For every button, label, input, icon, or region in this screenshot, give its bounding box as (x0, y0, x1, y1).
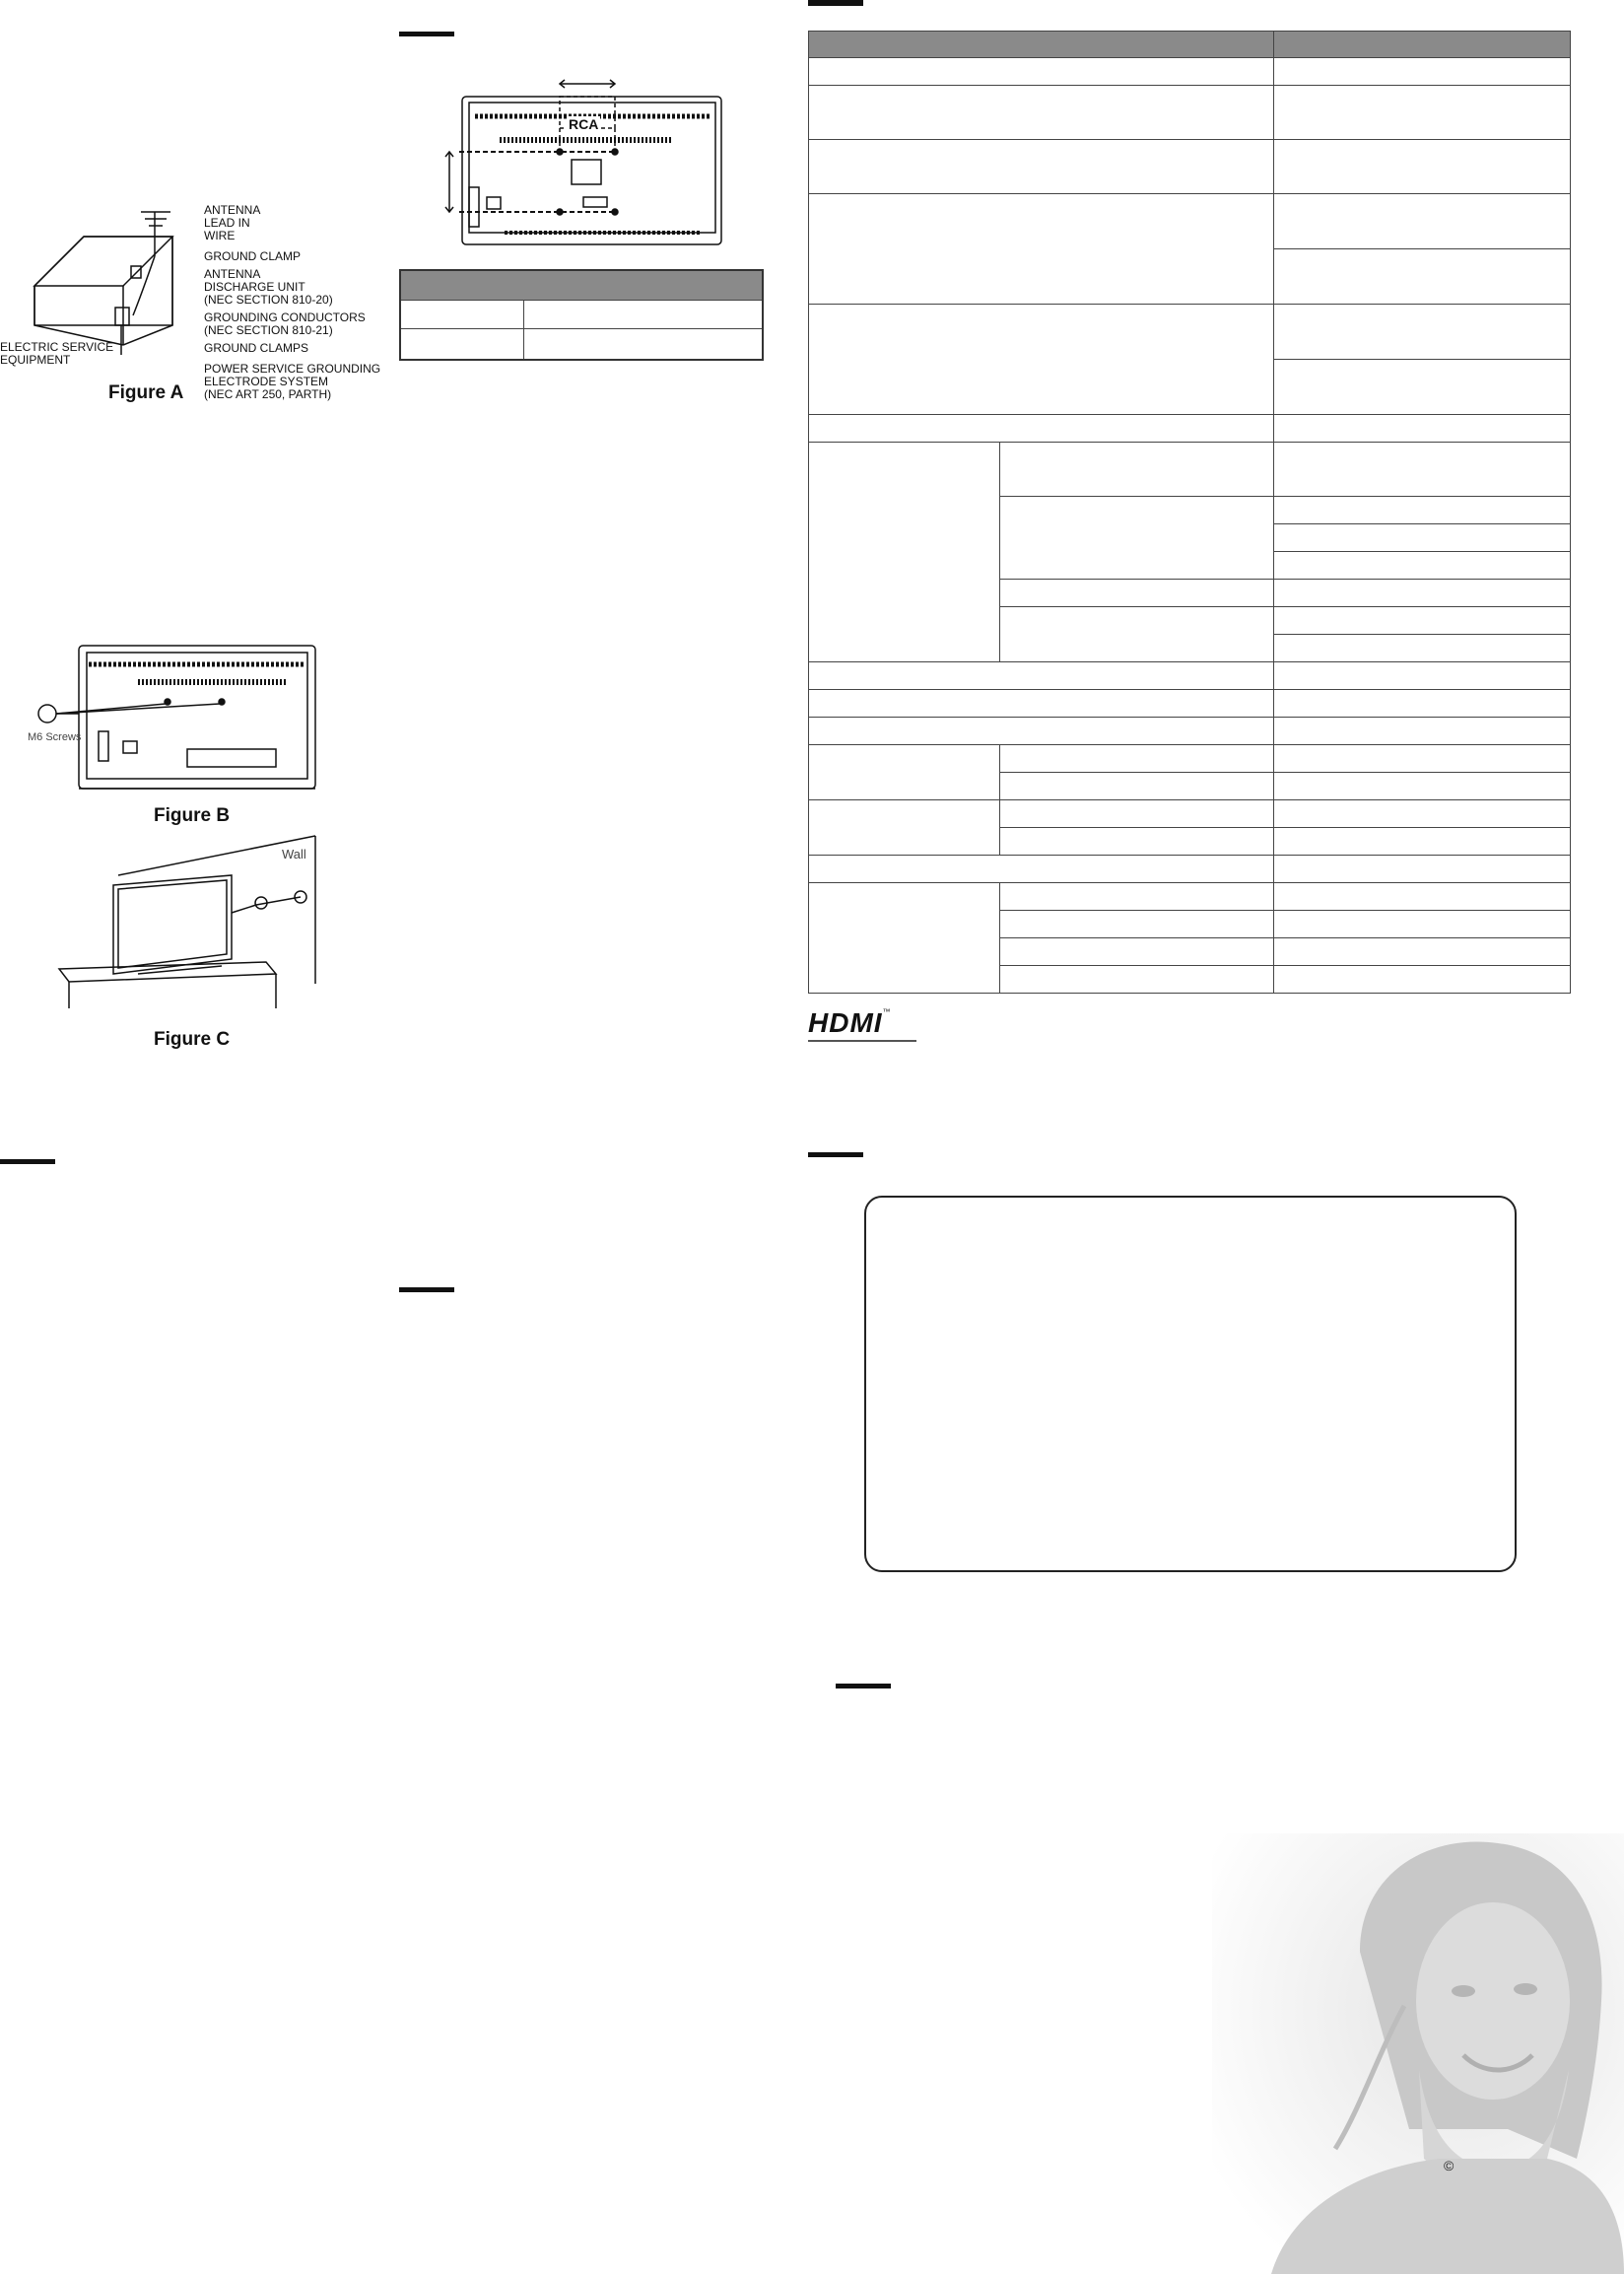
table-cell (1274, 524, 1571, 552)
hdmi-trademark: ™ (882, 1007, 891, 1016)
hdmi-wordmark: HDMI (808, 1007, 883, 1038)
table-row (809, 883, 1571, 911)
section-divider-right-3 (836, 1684, 891, 1688)
table-cell (1274, 911, 1571, 938)
table-cell (1274, 966, 1571, 994)
table-cell (1274, 86, 1571, 140)
table-cell (999, 800, 1274, 828)
table-cell (999, 745, 1274, 773)
table-cell (1274, 194, 1571, 249)
table-cell (1274, 607, 1571, 635)
table-cell (809, 745, 1000, 800)
table-cell (1274, 140, 1571, 194)
table-row (809, 58, 1571, 86)
table-cell (1274, 773, 1571, 800)
m6-screws-label: M6 Screws (28, 731, 82, 743)
wall-label: Wall (282, 847, 306, 861)
table-cell (1274, 305, 1571, 360)
table-cell (809, 883, 1000, 994)
table-cell (1274, 800, 1571, 828)
table-cell (1274, 635, 1571, 662)
table-cell (999, 443, 1274, 497)
table-cell (1274, 856, 1571, 883)
vesa-spec-table (399, 269, 764, 361)
section-divider-right-1 (808, 0, 863, 6)
table-cell (999, 828, 1274, 856)
customer-support-photo (1212, 1833, 1624, 2274)
table-cell (809, 194, 1274, 305)
table-cell (1274, 580, 1571, 607)
table-cell (999, 911, 1274, 938)
callout-discharge-3: (NEC SECTION 810-20) (204, 293, 333, 307)
table-cell (809, 443, 1000, 662)
callout-power-service-1: POWER SERVICE GROUNDING (204, 362, 381, 376)
table-cell (1274, 58, 1571, 86)
notice-box (864, 1196, 1517, 1572)
tv-wall-anchor-diagram (49, 836, 325, 1008)
section-divider-mid-2 (399, 1287, 454, 1292)
support-agent-image (1212, 1833, 1624, 2274)
table-row (809, 800, 1571, 828)
table-row (400, 329, 763, 361)
table-cell (1274, 443, 1571, 497)
table-cell (1274, 662, 1571, 690)
table-cell (1274, 828, 1571, 856)
table-header-row (809, 32, 1571, 58)
table-cell (1274, 690, 1571, 718)
table-row (809, 140, 1571, 194)
callout-discharge-2: DISCHARGE UNIT (204, 280, 305, 294)
table-cell (524, 329, 764, 361)
copyright-symbol: © (1444, 2158, 1455, 2173)
table-cell (999, 773, 1274, 800)
table-cell (809, 690, 1274, 718)
table-row (809, 690, 1571, 718)
electric-service-label-2: EQUIPMENT (0, 353, 71, 367)
table-row (809, 745, 1571, 773)
table-cell (809, 58, 1274, 86)
table-cell (809, 800, 1000, 856)
table-row (809, 86, 1571, 140)
hdmi-tagline-line (808, 1040, 916, 1042)
table-row (809, 305, 1571, 360)
table-cell (1274, 249, 1571, 305)
callout-discharge-1: ANTENNA (204, 267, 261, 281)
table-cell (400, 301, 524, 329)
electric-service-label-1: ELECTRIC SERVICE (0, 340, 114, 354)
table-row (809, 856, 1571, 883)
table-row (400, 301, 763, 329)
figure-b-caption: Figure B (154, 805, 231, 826)
tv-back-diagram (20, 643, 315, 800)
table-cell (999, 580, 1274, 607)
table-cell (1274, 938, 1571, 966)
table-header-cell (400, 270, 763, 301)
table-cell (1274, 497, 1571, 524)
specification-table (808, 31, 1571, 994)
table-row (809, 443, 1571, 497)
table-cell (809, 718, 1274, 745)
table-cell (809, 305, 1274, 415)
figure-a-caption: Figure A (108, 382, 184, 403)
table-header-cell (1274, 32, 1571, 58)
table-cell (809, 856, 1274, 883)
table-cell (809, 662, 1274, 690)
table-row (809, 662, 1571, 690)
callout-ground-clamp: GROUND CLAMP (204, 249, 302, 263)
table-cell (809, 140, 1274, 194)
callout-antenna-lead-3: WIRE (204, 229, 236, 242)
table-cell (1274, 552, 1571, 580)
table-cell (400, 329, 524, 361)
callout-grounding-conductors-1: GROUNDING CONDUCTORS (204, 310, 366, 324)
table-cell (1274, 883, 1571, 911)
table-header-row (400, 270, 763, 301)
figure-c-caption: Figure C (154, 1029, 231, 1050)
table-cell (1274, 415, 1571, 443)
tv-back-vesa-diagram (445, 79, 721, 251)
table-row (809, 718, 1571, 745)
table-cell (809, 86, 1274, 140)
table-cell (1274, 718, 1571, 745)
callout-grounding-conductors-2: (NEC SECTION 810-21) (204, 323, 333, 337)
table-cell (524, 301, 764, 329)
table-cell (999, 883, 1274, 911)
hdmi-logo (808, 1007, 916, 1042)
callout-ground-clamps: GROUND CLAMPS (204, 341, 309, 355)
callout-power-service-2: ELECTRODE SYSTEM (204, 375, 329, 388)
callout-antenna-lead-1: ANTENNA (204, 203, 261, 217)
section-divider-right-2 (808, 1152, 863, 1157)
table-cell (1274, 360, 1571, 415)
section-divider-left-1 (0, 1159, 55, 1164)
section-divider-mid-1 (399, 32, 454, 36)
rca-logo: RCA (569, 116, 599, 132)
table-cell (999, 966, 1274, 994)
table-cell (999, 607, 1274, 662)
table-cell (1274, 745, 1571, 773)
table-cell (999, 497, 1274, 580)
table-cell (999, 938, 1274, 966)
table-row (809, 415, 1571, 443)
table-row (809, 194, 1571, 249)
callout-antenna-lead-2: LEAD IN (204, 216, 250, 230)
callout-power-service-3: (NEC ART 250, PARTH) (204, 387, 332, 401)
table-cell (809, 415, 1274, 443)
table-header-cell (809, 32, 1274, 58)
